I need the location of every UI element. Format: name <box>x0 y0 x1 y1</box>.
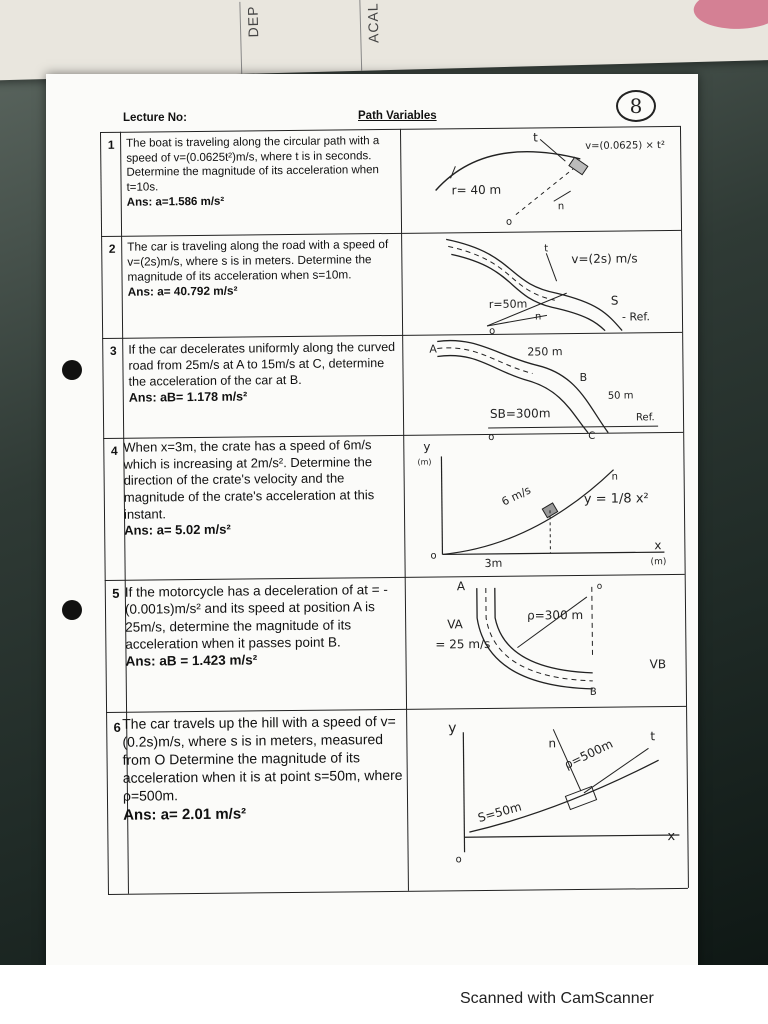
label-n: n <box>548 736 557 751</box>
label-b: B <box>579 370 588 384</box>
figure-curved-road <box>407 334 678 442</box>
label-speed: 6 m/s <box>499 483 533 509</box>
problem-answer: Ans: a= 40.792 m/s² <box>127 283 238 299</box>
label-s: S <box>610 293 619 308</box>
label-o: o <box>455 854 462 866</box>
label-sb: SB=300m <box>489 406 551 421</box>
label-rho: ρ=500m <box>561 736 616 772</box>
problem-number: 3 <box>109 343 117 358</box>
figure-circular-path <box>405 128 676 236</box>
problem-answer: Ans: aB = 1.423 m/s² <box>125 652 258 669</box>
label-o: o <box>596 581 603 592</box>
label-o: o <box>430 550 437 562</box>
label-y-unit: (m) <box>417 457 432 467</box>
label-o: o <box>505 216 513 228</box>
label-n: n <box>611 471 619 483</box>
figure-motorcycle-curve <box>417 576 688 714</box>
label-n: n <box>557 201 565 213</box>
figure-road-curve <box>406 232 677 340</box>
problem-5 <box>125 581 404 670</box>
label-x: x <box>654 538 662 553</box>
label-t: t <box>533 130 538 145</box>
problem-number: 4 <box>110 443 118 458</box>
problem-text: If the car decelerates uniformly along the curved road from 25m/s at A to 15m/s at C, determine the acceleration of the car at B. <box>128 339 396 389</box>
problem-1 <box>126 134 395 210</box>
label-radius: 50 m <box>607 390 634 402</box>
label-y: y <box>448 720 457 737</box>
lecture-label: Lecture No: <box>123 112 187 124</box>
label-ref: Ref. <box>635 412 655 424</box>
problem-answer: Ans: a= 5.02 m/s² <box>124 521 231 538</box>
page-title: Path Variables <box>358 110 437 122</box>
page-number: 8 <box>616 90 656 122</box>
label-t: t <box>650 729 656 744</box>
problem-number: 1 <box>107 137 115 152</box>
problem-number: 2 <box>108 241 116 256</box>
label-equation: y = 1/8 x² <box>583 491 649 507</box>
problem-number: 6 <box>113 719 121 735</box>
label-b: B <box>589 686 597 698</box>
figure-crate-parabola <box>413 431 685 582</box>
problem-2 <box>127 237 396 300</box>
label-c: C <box>588 430 596 442</box>
label-o: o <box>488 431 495 443</box>
problem-answer: Ans: aB= 1.178 m/s² <box>128 389 248 405</box>
problem-text: If the motorcycle has a deceleration of at = - (0.001s)m/s² and its speed at position A is 25m/s, determine the magnitude of its acceleration when it passes point B. <box>124 582 388 652</box>
label-speed: v=(2s) m/s <box>571 251 638 267</box>
label-y: y <box>423 439 431 454</box>
label-x-unit: (m) <box>650 557 667 568</box>
problem-answer: Ans: a=1.586 m/s² <box>126 195 225 209</box>
spine-label-1: DEP <box>239 2 242 74</box>
problem-answer: Ans: a= 2.01 m/s² <box>123 805 247 824</box>
label-vb: VB <box>649 657 667 672</box>
problem-3 <box>128 339 399 406</box>
problem-text: When x=3m, the crate has a speed of 6m/s which is increasing at 2m/s². Determine the direction of the crate's velocity and the magnitude of the crate's acceleration at this instant. <box>123 437 375 522</box>
figure-hill <box>418 710 690 888</box>
label-t: t <box>544 243 549 255</box>
problems-table <box>100 126 688 894</box>
label-rho: ρ=300 m <box>527 607 584 623</box>
label-a: A <box>429 342 437 356</box>
label-s: S=50m <box>476 799 524 825</box>
label-x: x <box>667 829 676 845</box>
spine-label-2: ACAL <box>359 0 362 71</box>
scanner-footer <box>0 965 768 1024</box>
problem-text: The boat is traveling along the circular path with a speed of v=(0.0625t²)m/s, where t is in seconds. Determine the magnitude of its acceleration when t=10s. <box>126 135 380 194</box>
stamp-seal <box>693 0 768 30</box>
problem-4 <box>123 437 402 540</box>
label-3m: 3m <box>484 556 503 570</box>
label-va: VA <box>447 617 463 632</box>
problem-number: 5 <box>112 585 120 601</box>
label-length: 250 m <box>527 345 563 359</box>
label-o: o <box>489 325 496 337</box>
problem-6 <box>122 713 407 825</box>
problem-text: The car travels up the hill with a speed of v=(0.2s)m/s, where s is in meters, measured from O Determine the magnitude of its acceleration when it is at point s=50m, where ρ=500m. <box>122 712 403 804</box>
label-va-value: = 25 m/s <box>435 636 491 652</box>
label-radius: r=50m <box>488 297 528 311</box>
scanner-watermark: Scanned with CamScanner <box>460 990 654 1007</box>
label-ref: - Ref. <box>621 310 650 324</box>
label-n: n <box>534 311 542 323</box>
label-a: A <box>456 579 466 594</box>
problem-text: The car is traveling along the road with a speed of v=(2s)m/s, where s is in meters. Determine the magnitude of its acceleration when s=10m. <box>127 236 389 284</box>
label-radius: r= 40 m <box>451 182 502 198</box>
label-speed: v=(0.0625) × t² <box>585 140 665 152</box>
